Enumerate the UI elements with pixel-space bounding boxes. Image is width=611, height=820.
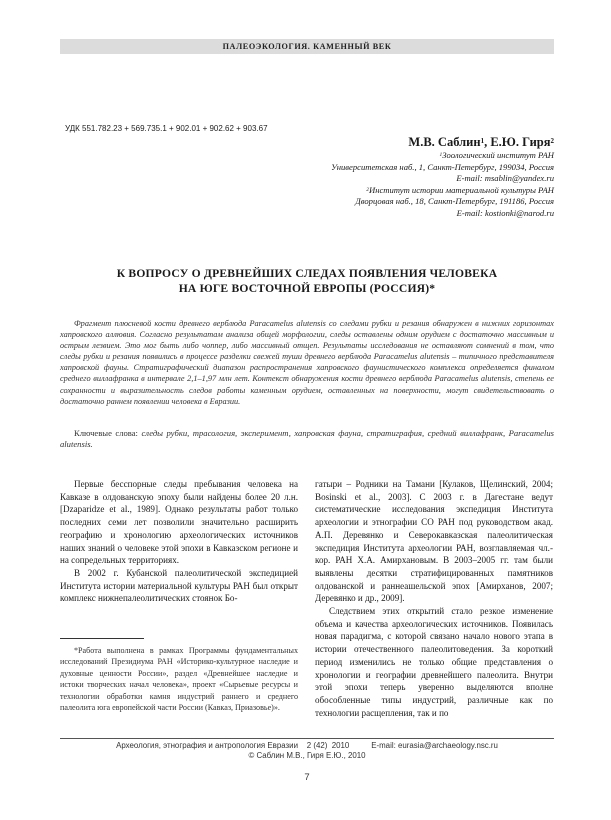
author-1: М.В. Саблин [408,135,481,149]
page-number: 7 [304,772,310,783]
journal-info: Археология, этнография и антропология Евразии 2 (42) 2010 E-mail: eurasia@archaeology.nsc.ru [116,741,498,750]
paragraph: гатыри – Родники на Тамани [Кулаков, Щелинский, 2004; Bosinski et al., 2003]. С 2003 г. в Дагестане ведут систематические исследования экспедиция Института археологии и этнографии СО РАН под руководством акад. А.П. Деревянко и Северокавказская палеолитическая экспедиция Института археологии РАН, возглавляемая чл.-кор. РАН Х.А. Амирхановым. В 2003–2005 гг. там были выявлены десятки стратифицированных памятников олдованской и раннеашельской эпох [Амирханов, 2007; Деревянко и др., 2009]. [315,479,553,604]
footnote: *Работа выполнена в рамках Программы фундаментальных исследований Президиума РАН «Историко-культурное наследие и духовные ценности России», раздел «Древнейшее наследие и истоки творческих начал человека», проект «Сырьевые ресурсы и технологии обработки камня индустрий раннего и среднего палеолита юга европейской части России (Кавказ, Приазовье)». [60,646,298,713]
body-column-right [315,478,553,719]
author-separator: , [484,135,491,149]
article-title [60,266,554,296]
affiliation-2-institute [331,185,554,197]
section-header-band [60,39,554,54]
affiliation-1-institute [331,150,554,162]
aff-2-name: Институт истории материальной культуры РАН [368,184,554,195]
keywords-value: следы рубки, трасология, эксперимент, хапровская фауна, стратиграфия, средний виллафранк, Paracamelus alutensis. [60,428,554,450]
footer-divider [60,738,554,739]
abstract: Фрагмент плюсневой кости древнего верблюда Paracamelus alutensis со следами рубки и резания обнаружен в нижних горизонтах хапровского аллювия. Согласно результатам анализа общей морфологии, следы оставлены одним орудием с достаточно массивным и острым лезвием. Это мог быть либо чоппер, либо массивный отщеп. Результаты исследования не оставляют сомнений в том, что следы рубки и резания появились в процессе разделки свежей туши древнего верблюда Paracamelus alutensis – типичного представителя хапровской фауны. Стратиграфический диапазон распространения хапровского фаунистического комплекса определяется финалом среднего виллафранка в интервале 2,1–1,97 млн лет. Контекст обнаружения кости древнего верблюда Paracamelus alutensis, степень ее сохранности и выразительность следов работы каменным орудием, оставленных на поверхности, могут свидетельствовать о достаточно раннем появлении человека в Евразии. [60,319,554,406]
copyright: © Саблин М.В., Гиря Е.Ю., 2010 [248,751,366,760]
affiliation-1-address: Университетская наб., 1, Санкт-Петербург, 199034, Россия [331,161,554,172]
affiliation-1-email[interactable]: E-mail: msablin@yandex.ru [456,173,554,183]
affiliation-2-address: Дворцовая наб., 18, Санкт-Петербург, 191186, Россия [355,196,554,206]
author-1-sup: 1 [480,137,485,145]
aff-2-sup: 2 [366,186,369,193]
affiliation-2-email[interactable]: E-mail: kostionki@narod.ru [456,207,554,218]
footnote-divider [60,638,144,639]
body-column-left [60,478,298,605]
authors-block [331,135,554,219]
aff-1-name: Зоологический институт РАН [442,150,554,160]
paragraph: В 2002 г. Кубанской палеолитической экспедицией Института истории материальной культуры РАН был открыт комплекс нижнепалеолитических стоянок Бо- [60,567,298,604]
aff-1-sup: 1 [439,152,443,158]
author-2-sup: 2 [550,137,554,145]
author-2: Е.Ю. Гиря [490,135,551,149]
keywords-label: Ключевые слова: [74,428,142,438]
section-title: ПАЛЕОЭКОЛОГИЯ. КАМЕННЫЙ ВЕК [222,42,392,51]
title-line-1: К ВОПРОСУ О ДРЕВНЕЙШИХ СЛЕДАХ ПОЯВЛЕНИЯ ЧЕЛОВЕКА [116,267,498,280]
author-names [331,135,554,150]
keywords [60,428,554,451]
paragraph: Первые бесспорные следы пребывания человека на Кавказе в олдованскую эпоху были найдены более 20 л.н. [Dzaparidze et al., 1989]. Однако результаты работ только последних семи лет позволили значительно расширить географию и хронологию археологических источников наших знаний о человеке этой эпохи в Кавказском регионе и на сопредельных территориях. [60,479,298,566]
udk-code: УДК 551.782.23 + 569.735.1 + 902.01 + 902.62 + 903.67 [65,124,268,133]
paragraph: Следствием этих открытий стало резкое изменение объема и качества археологических источников. Появилась новая парадигма, с которой связано начало нового этапа в истории отечественного палеолитоведения. За короткий период изменились не только общие представления о хронологии и географии древнейшего палеолита. Внутри этой эпохи теперь уверенно выделяются вполне обособленные типы индустрий, различные как по технологии расщепления, так и по [315,606,553,718]
title-line-2: НА ЮГЕ ВОСТОЧНОЙ ЕВРОПЫ (РОССИЯ)* [178,282,436,295]
